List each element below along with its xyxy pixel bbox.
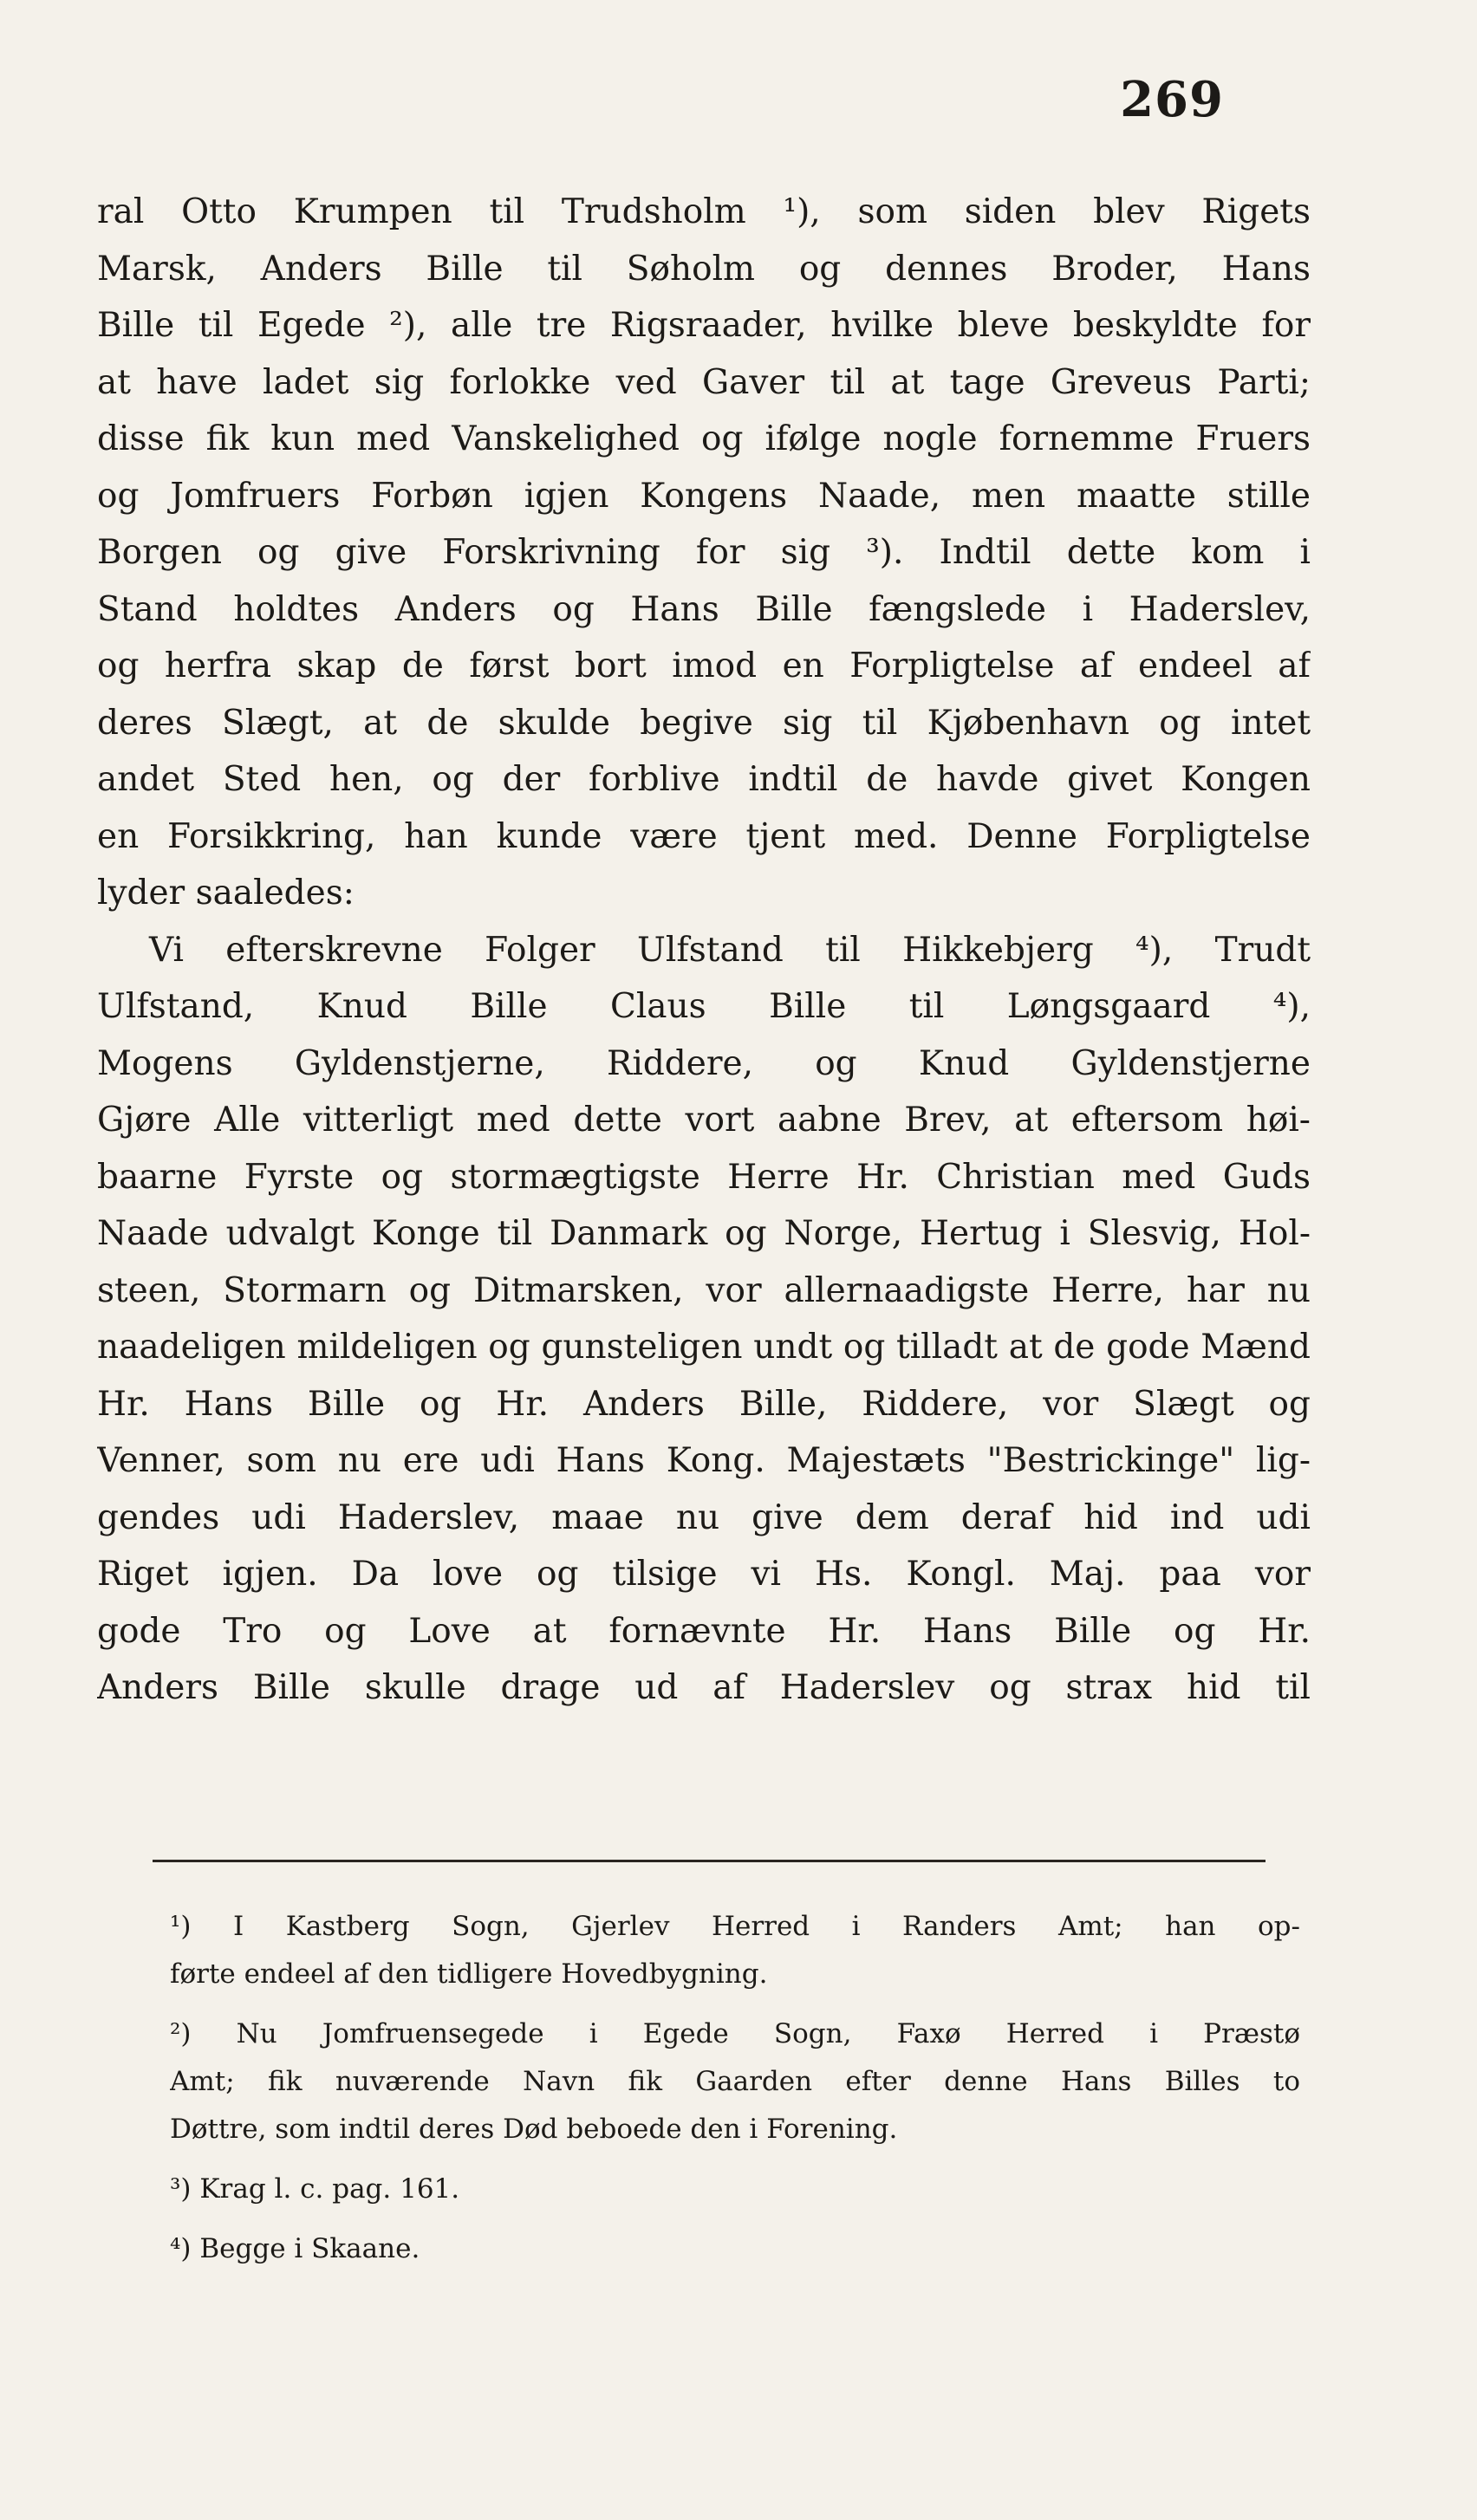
text-line: Mogens Gyldenstjerne, Riddere, og Knud Gyldenstjerne — [97, 1043, 1311, 1083]
text-line: disse fik kun med Vanskelighed og ifølge nogle fornemme Fruers — [97, 419, 1311, 458]
text-line: Venner, som nu ere udi Hans Kong. Majestæts "Bestrickinge" lig- — [97, 1441, 1311, 1480]
text-line: og Jomfruers Forbøn igjen Kongens Naade, men maatte stille — [97, 476, 1311, 516]
body-text — [97, 184, 1311, 1717]
text-line: og herfra skap de først bort imod en Forpligtelse af endeel af — [97, 646, 1311, 685]
text-line: Marsk, Anders Bille til Søholm og dennes Broder, Hans — [97, 249, 1311, 289]
text-line: Vi efterskrevne Folger Ulfstand til Hikkebjerg ⁴), Trudt — [149, 930, 1311, 970]
text-line: baarne Fyrste og stormægtigste Herre Hr. Christian med Guds — [97, 1157, 1311, 1197]
text-line: Bille til Egede ²), alle tre Rigsraader, hvilke bleve beskyldte for — [97, 306, 1311, 345]
footnote-line: Døttre, som indtil deres Død beboede den i Forening. — [170, 2114, 898, 2145]
text-line: gendes udi Haderslev, maae nu give dem deraf hid ind udi — [97, 1497, 1311, 1537]
text-line: Ulfstand, Knud Bille Claus Bille til Løngsgaard ⁴), — [97, 987, 1311, 1026]
footnote-line: førte endeel af den tidligere Hovedbygning. — [170, 1958, 768, 1990]
text-line: Borgen og give Forskrivning for sig ³). Indtil dette kom i — [97, 533, 1311, 572]
footnote-4 — [170, 2225, 1300, 2273]
text-line: gode Tro og Love at fornævnte Hr. Hans Bille og Hr. — [97, 1611, 1311, 1651]
footnote-line: ²) Nu Jomfruensegede i Egede Sogn, Faxø Herred i Præstø — [170, 2018, 1300, 2049]
text-line: deres Slægt, at de skulde begive sig til Kjøbenhavn og intet — [97, 703, 1311, 743]
footnote-line: ⁴) Begge i Skaane. — [170, 2233, 420, 2264]
footnote-line: Amt; fik nuværende Navn fik Gaarden efter denne Hans Billes to — [170, 2066, 1300, 2097]
text-line: naadeligen mildeligen og gunsteligen undt og tilladt at de gode Mænd — [97, 1328, 1311, 1367]
footnotes — [170, 1903, 1300, 2285]
footnote-divider — [153, 1860, 1266, 1862]
text-line: at have ladet sig forlokke ved Gaver til at tage Greveus Parti; — [97, 362, 1311, 402]
page-number: 269 — [1120, 71, 1224, 128]
text-line: Hr. Hans Bille og Hr. Anders Bille, Riddere, vor Slægt og — [97, 1384, 1311, 1424]
text-line: Gjøre Alle vitterligt med dette vort aabne Brev, at eftersom høi- — [97, 1101, 1311, 1140]
footnote-1 — [170, 1903, 1300, 1998]
text-line: Anders Bille skulle drage ud af Haderslev og strax hid til — [97, 1668, 1311, 1707]
text-line: en Forsikkring, han kunde være tjent med. Denne Forpligtelse — [97, 816, 1311, 856]
text-line: Naade udvalgt Konge til Danmark og Norge, Hertug i Slesvig, Hol- — [97, 1214, 1311, 1253]
text-line: andet Sted hen, og der forblive indtil de havde givet Kongen — [97, 760, 1311, 799]
footnote-line: ¹) I Kastberg Sogn, Gjerlev Herred i Randers Amt; han op- — [170, 1911, 1300, 1942]
footnote-3 — [170, 2166, 1300, 2213]
text-line: ral Otto Krumpen til Trudsholm ¹), som siden blev Rigets — [97, 192, 1311, 231]
text-line: lyder saaledes: — [97, 874, 355, 913]
footnote-2 — [170, 2010, 1300, 2153]
text-line: Stand holdtes Anders og Hans Bille fængslede i Haderslev, — [97, 589, 1311, 629]
text-line: Riget igjen. Da love og tilsige vi Hs. Kongl. Maj. paa vor — [97, 1555, 1311, 1594]
footnote-line: ³) Krag l. c. pag. 161. — [170, 2173, 460, 2205]
text-line: steen, Stormarn og Ditmarsken, vor allernaadigste Herre, har nu — [97, 1270, 1311, 1310]
